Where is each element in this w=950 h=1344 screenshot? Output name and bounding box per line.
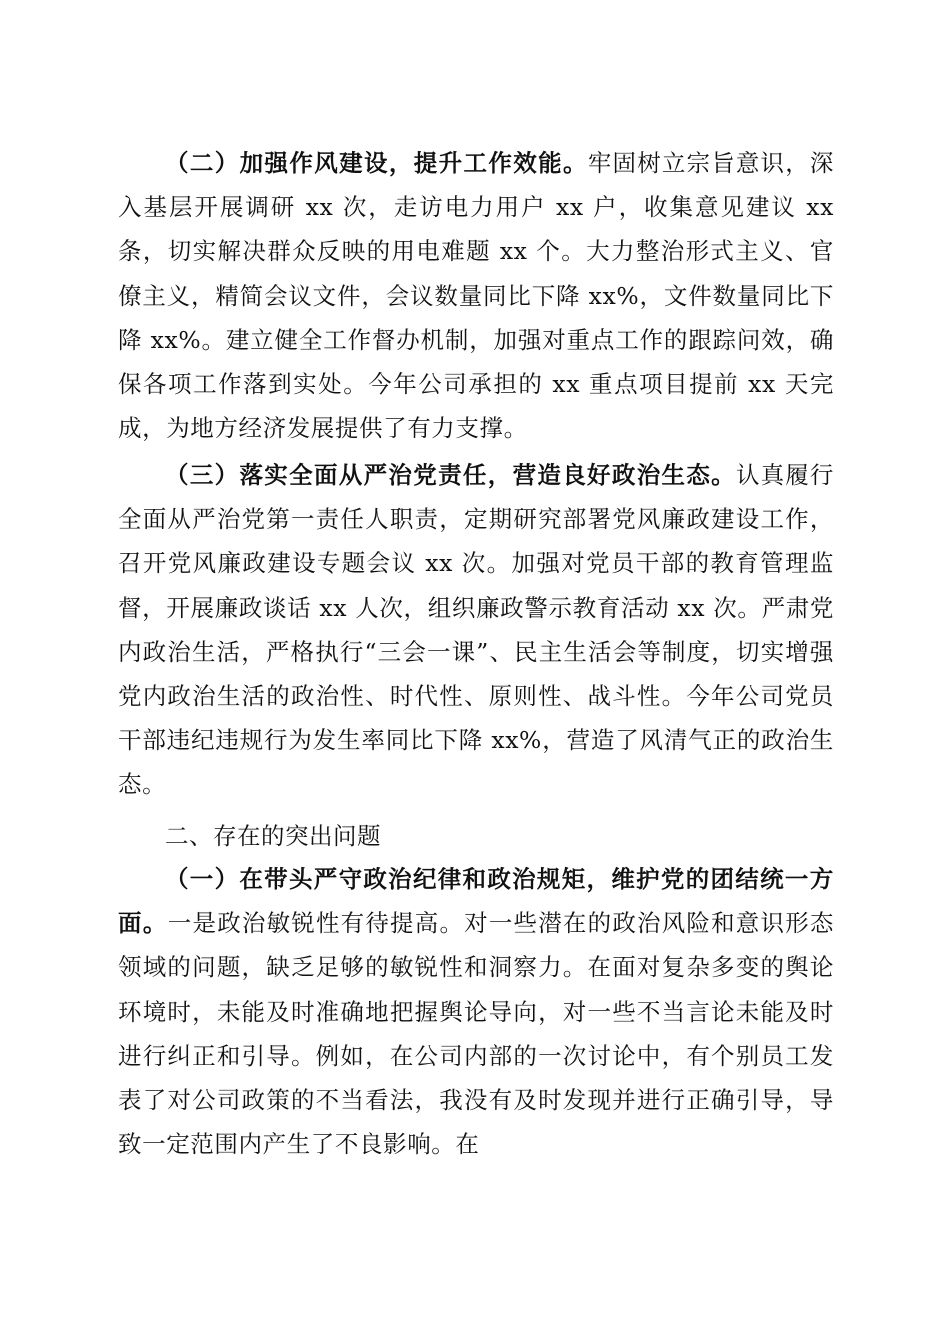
paragraph-party-governance xyxy=(118,453,834,807)
paragraph-lead: （二）加强作风建设，提升工作效能。 xyxy=(165,149,588,177)
paragraph-work-style xyxy=(118,141,834,450)
paragraph-lead: （三）落实全面从严治党责任，营造良好政治生态。 xyxy=(165,461,737,489)
section-heading: 二、存在的突出问题 xyxy=(165,822,381,850)
paragraph-political-discipline xyxy=(118,857,834,1166)
paragraph-body: 认真履行全面从严治党第一责任人职责，定期研究部署党风廉政建设工作，召开党风廉政建设专题会议 xx 次。加强对党员干部的教育管理监督，开展廉政谈话 xx 人次，组织廉政警示教育活动 xx 次。严肃党内政治生活，严格执行“三会一课”、民主生活会等制度，切实增强党内政治生活的政治性、时代性、原则性、战斗性。今年公司党员干部违纪违规行为发生率同比下降 xx%，营造了风清气正的政治生态。 xyxy=(118,461,834,799)
paragraph-lead: （一）在带头严守政治纪律和政治规矩，维护党的团结统一方面。 xyxy=(118,865,834,938)
paragraph-body: 一是政治敏锐性有待提高。对一些潜在的政治风险和意识形态领域的问题，缺乏足够的敏锐性和洞察力。在面对复杂多变的舆论环境时，未能及时准确地把握舆论导向，对一些不当言论未能及时进行纠正和引导。例如，在公司内部的一次讨论中，有个别员工发表了对公司政策的不当看法，我没有及时发现并进行正确引导，导致一定范围内产生了不良影响。在 xyxy=(118,909,834,1159)
paragraph-body: 牢固树立宗旨意识，深入基层开展调研 xx 次，走访电力用户 xx 户，收集意见建议 xx 条，切实解决群众反映的用电难题 xx 个。大力整治形式主义、官僚主义，精简会议文件，会议数量同比下降 xx%，文件数量同比下降 xx%。建立健全工作督办机制，加强对重点工作的跟踪问效，确保各项工作落到实处。今年公司承担的 xx 重点项目提前 xx 天完成，为地方经济发展提供了有力支撑。 xyxy=(118,149,834,443)
